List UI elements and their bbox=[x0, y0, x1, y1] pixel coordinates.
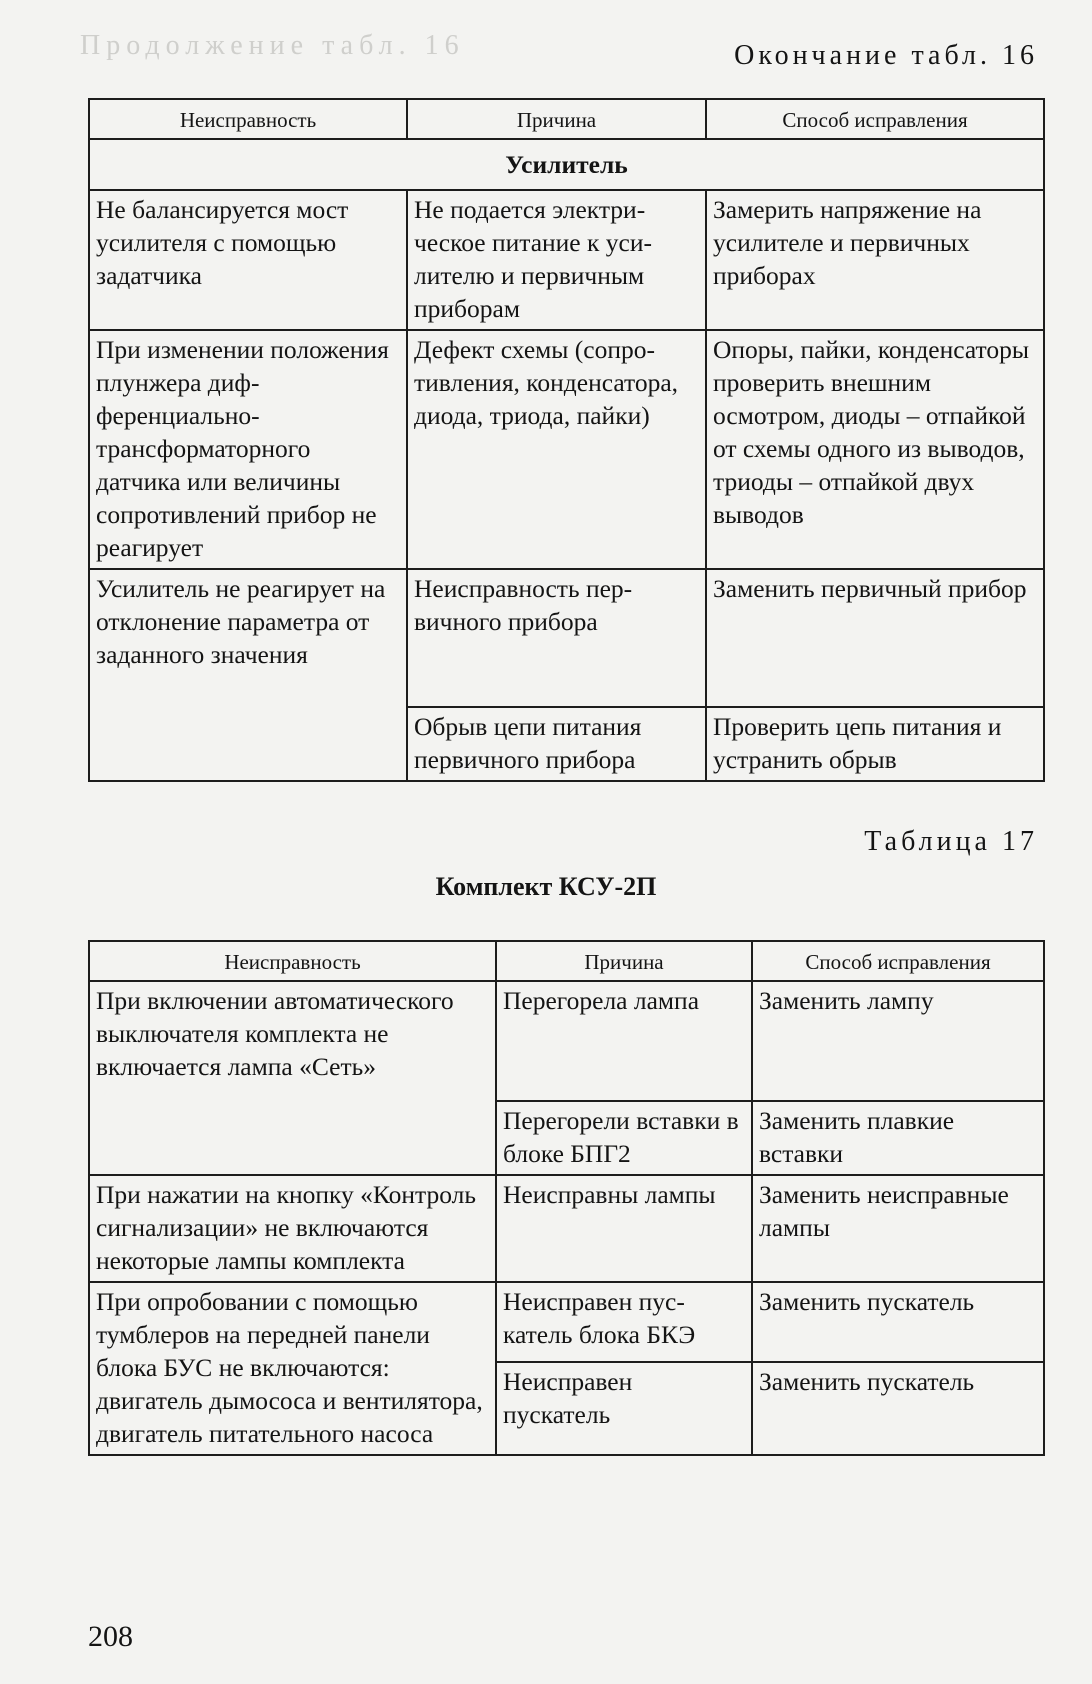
table-header-row bbox=[89, 99, 1044, 139]
table-row bbox=[89, 569, 1044, 707]
table-row bbox=[89, 981, 1044, 1101]
fix-cell: Заменить пускатель bbox=[752, 1362, 1044, 1455]
section-title: Усилитель bbox=[89, 139, 1044, 190]
fix-cell: Заменить первичный прибор bbox=[706, 569, 1044, 707]
cause-cell: Обрыв цепи питания первичного прибора bbox=[407, 707, 706, 781]
cause-cell: Дефект схемы (сопротивления, конденсатора, диода, триода, пайки) bbox=[407, 330, 706, 569]
cause-cell: Перегорела лампа bbox=[496, 981, 752, 1101]
header-cause: Причина bbox=[496, 941, 752, 981]
cause-cell: Неисправны лампы bbox=[496, 1175, 752, 1282]
header-fault: Неисправность bbox=[89, 941, 496, 981]
fix-cell: Заменить неисправные лампы bbox=[752, 1175, 1044, 1282]
fix-cell: Заменить плавкие вставки bbox=[752, 1101, 1044, 1175]
table-16 bbox=[88, 98, 1045, 782]
fault-cell: При включении автоматического выключателя комплекта не включается лампа «Сеть» bbox=[89, 981, 496, 1175]
fault-cell: При изменении положения плунжера дифференциально-трансформаторного датчика или величины сопротивлений прибор не реагирует bbox=[89, 330, 407, 569]
table-row bbox=[89, 1282, 1044, 1362]
table-row bbox=[89, 330, 1044, 569]
header-cause: Причина bbox=[407, 99, 706, 139]
cause-cell: Неисправность первичного прибора bbox=[407, 569, 706, 707]
table-header-row bbox=[89, 941, 1044, 981]
table-17 bbox=[88, 940, 1045, 1456]
fault-cell: Усилитель не реагирует на отклонение параметра от заданного значения bbox=[89, 569, 407, 781]
fix-cell: Заменить лампу bbox=[752, 981, 1044, 1101]
fault-cell: При нажатии на кнопку «Контроль сигнализации» не включаются некоторые лампы комплекта bbox=[89, 1175, 496, 1282]
fault-cell: Не балансируется мост усилителя с помощью задатчика bbox=[89, 190, 407, 330]
table16-caption: Окончание табл. 16 bbox=[734, 40, 1038, 71]
header-fix: Способ исправления bbox=[752, 941, 1044, 981]
cause-cell: Перегорели вставки в блоке БПГ2 bbox=[496, 1101, 752, 1175]
bleed-through-header: Продолжение табл. 16 bbox=[80, 30, 465, 61]
fix-cell: Заменить пускатель bbox=[752, 1282, 1044, 1362]
cause-cell: Неисправен пускатель bbox=[496, 1362, 752, 1455]
page-number: 208 bbox=[88, 1620, 133, 1653]
cause-cell: Не подается электрическое питание к усилителю и первичным приборам bbox=[407, 190, 706, 330]
fault-cell: При опробовании с помощью тумблеров на передней панели блока БУС не включаются: двигатель дымососа и вентилятора, двигатель питательного насоса bbox=[89, 1282, 496, 1455]
table17-title: Комплект КСУ-2П bbox=[435, 872, 657, 901]
table17-caption: Таблица 17 bbox=[864, 826, 1038, 857]
table-row bbox=[89, 190, 1044, 330]
header-fault: Неисправность bbox=[89, 99, 407, 139]
cause-cell: Неисправен пускатель блока БКЭ bbox=[496, 1282, 752, 1362]
fix-cell: Опоры, пайки, конденсаторы проверить внешним осмотром, диоды – отпайкой от схемы одного из выводов, триоды – отпайкой двух выводов bbox=[706, 330, 1044, 569]
fix-cell: Проверить цепь питания и устранить обрыв bbox=[706, 707, 1044, 781]
fix-cell: Замерить напряжение на усилителе и первичных приборах bbox=[706, 190, 1044, 330]
header-fix: Способ исправления bbox=[706, 99, 1044, 139]
section-row bbox=[89, 139, 1044, 190]
table-row bbox=[89, 1175, 1044, 1282]
